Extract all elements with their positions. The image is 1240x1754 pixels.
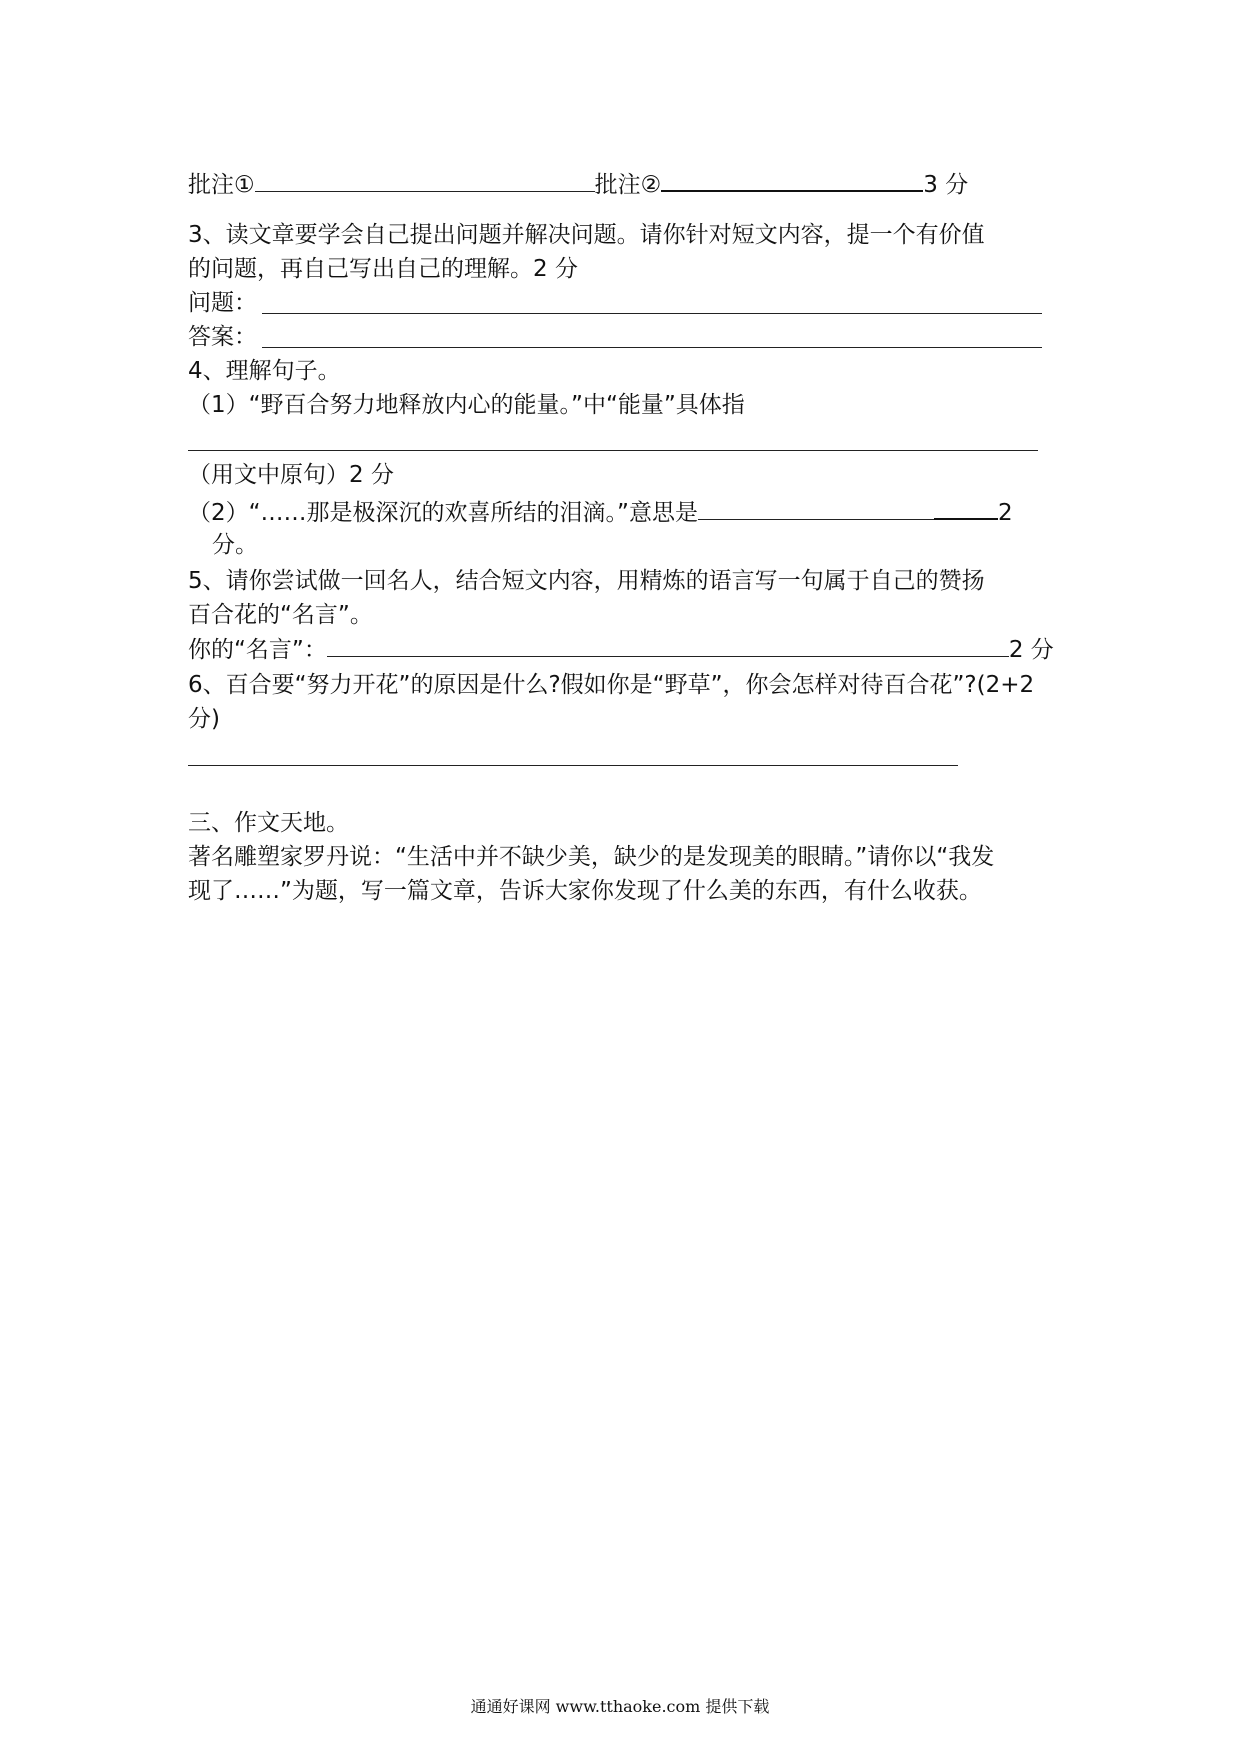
annotation-2-blank[interactable] (661, 168, 923, 192)
q5-line-1: 5、请你尝试做一回名人，结合短文内容，用精炼的语言写一句属于自己的赞扬 (188, 568, 985, 594)
page-footer: 通通好课网 www.tthaoke.com 提供下载 (470, 1697, 770, 1716)
q4-item-2-score: 2 (997, 500, 1013, 526)
q5-score: 2 分 (1008, 637, 1054, 663)
annotation-2-label: 批注② (594, 172, 662, 198)
q4-item-2-blank[interactable] (698, 497, 934, 520)
q6-line-1: 6、百合要“努力开花”的原因是什么?假如你是“野草”，你会怎样对待百合花”?(2+2 (188, 672, 1035, 698)
annotation-1-blank[interactable] (255, 169, 595, 192)
q5-answer-blank[interactable] (327, 634, 1009, 657)
q3-question-blank[interactable] (262, 313, 1042, 314)
q4-title: 4、理解句子。 (188, 358, 341, 384)
annotation-score: 3 分 (923, 172, 969, 198)
q3-line-1: 3、读文章要学会自己提出问题并解决问题。请你针对短文内容，提一个有价值 (188, 222, 985, 248)
q3-question-label: 问题： (188, 290, 257, 316)
q4-item-1-note: （用文中原句）2 分 (188, 462, 394, 488)
q5-label: 你的“名言”： (188, 637, 327, 663)
annotation-1-label: 批注① (188, 172, 255, 198)
q4-item-2-text: （2）“……那是极深沉的欢喜所结的泪滴。”意思是 (188, 500, 698, 526)
q5-answer-row (188, 634, 1054, 665)
section-3-title: 三、作文天地。 (188, 810, 349, 836)
q3-answer-blank[interactable] (262, 347, 1042, 348)
q4-item-2 (188, 496, 1013, 528)
q4-item-2-blank-tail[interactable] (934, 496, 998, 520)
annotation-row (188, 168, 968, 200)
q6-answer-blank[interactable] (188, 765, 958, 766)
q4-item-1: （1）“野百合努力地释放内心的能量。”中“能量”具体指 (188, 392, 745, 418)
q5-line-2: 百合花的“名言”。 (188, 602, 373, 628)
q4-item-1-blank[interactable] (188, 450, 1038, 451)
q3-answer-label: 答案： (188, 324, 257, 350)
section-3-line-1: 著名雕塑家罗丹说：“生活中并不缺少美，缺少的是发现美的眼睛。”请你以“我发 (188, 844, 995, 870)
q4-item-2-score-unit: 分。 (212, 532, 258, 558)
q3-line-2: 的问题，再自己写出自己的理解。2 分 (188, 256, 578, 282)
section-3-line-2: 现了……”为题，写一篇文章，告诉大家你发现了什么美的东西，有什么收获。 (188, 878, 982, 904)
q6-line-2: 分) (188, 706, 220, 732)
